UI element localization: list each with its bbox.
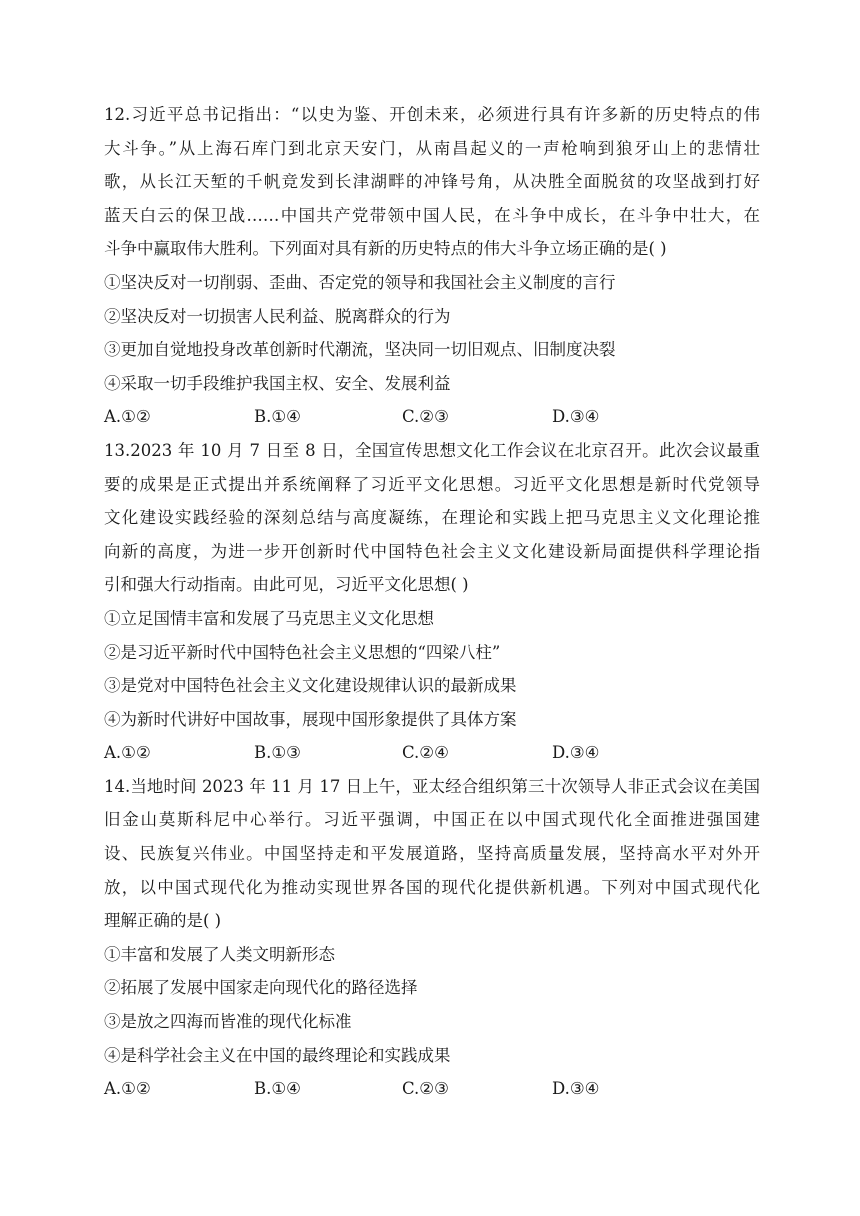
question-stem-line: 文化建设实践经验的深刻总结与高度凝练，在理论和实践上把马克思主义文化理论推 — [104, 508, 760, 528]
statement-option: ③是放之四海而皆准的现代化标准 — [104, 1012, 352, 1032]
statement-option: ④采取一切手段维护我国主权、安全、发展利益 — [104, 373, 451, 393]
statement-option: ①丰富和发展了人类文明新形态 — [104, 944, 335, 964]
answer-choice-a: A.①② — [104, 407, 151, 427]
statement-option: ②坚决反对一切损害人民利益、脱离群众的行为 — [104, 306, 451, 326]
question-stem-line: 引和强大行动指南。由此可见，习近平文化思想( ) — [104, 575, 469, 595]
statement-option: ②拓展了发展中国家走向现代化的路径选择 — [104, 978, 418, 998]
question-list — [104, 98, 760, 1106]
question-stem-line: 大斗争。”从上海石库门到北京天安门，从南昌起义的一声枪响到狼牙山上的悲情壮 — [104, 138, 760, 158]
question-stem-line: 斗争中赢取伟大胜利。下列面对具有新的历史特点的伟大斗争立场正确的是( ) — [104, 239, 667, 259]
question-stem-line: 12.习近平总书记指出：“以史为鉴、开创未来，必须进行具有许多新的历史特点的伟 — [104, 105, 760, 124]
answer-choice-b: B.①④ — [254, 1079, 301, 1099]
statement-option: ①坚决反对一切削弱、歪曲、否定党的领导和我国社会主义制度的言行 — [104, 272, 616, 292]
question-stem-line: 理解正确的是( ) — [104, 911, 222, 931]
question-stem-line: 设、民族复兴伟业。中国坚持走和平发展道路，坚持高质量发展，坚持高水平对外开 — [104, 844, 760, 864]
question-stem-line: 歌，从长江天堑的千帆竞发到长津湖畔的冲锋号角，从决胜全面脱贫的攻坚战到打好 — [104, 172, 760, 192]
statement-option: ③更加自觉地投身改革创新时代潮流，坚决同一切旧观点、旧制度决裂 — [104, 340, 616, 360]
statement-option: ②是习近平新时代中国特色社会主义思想的“四梁八柱” — [104, 642, 501, 662]
answer-choice-d: D.③④ — [552, 1079, 600, 1099]
answer-choice-c: C.②③ — [402, 407, 449, 427]
question-stem-line: 旧金山莫斯科尼中心举行。习近平强调，中国正在以中国式现代化全面推进强国建 — [104, 810, 760, 830]
answer-choice-a: A.①② — [104, 1079, 151, 1099]
answer-choices — [104, 400, 760, 434]
answer-choice-c: C.②④ — [402, 743, 449, 763]
question-14 — [104, 770, 760, 1106]
question-12 — [104, 98, 760, 434]
question-stem-line: 放，以中国式现代化为推动实现世界各国的现代化提供新机遇。下列对中国式现代化 — [104, 877, 760, 897]
question-stem-line: 向新的高度，为进一步开创新时代中国特色社会主义文化建设新局面提供科学理论指 — [104, 541, 760, 561]
answer-choice-a: A.①② — [104, 743, 151, 763]
question-stem-line: 要的成果是正式提出并系统阐释了习近平文化思想。习近平文化思想是新时代党领导 — [104, 474, 760, 494]
answer-choices — [104, 736, 760, 770]
question-stem-line: 13.2023 年 10 月 7 日至 8 日，全国宣传思想文化工作会议在北京召开。此次会议最重 — [104, 440, 760, 460]
answer-choices — [104, 1072, 760, 1106]
question-13 — [104, 434, 760, 770]
statement-option: ①立足国情丰富和发展了马克思主义文化思想 — [104, 608, 434, 628]
statement-option: ③是党对中国特色社会主义文化建设规律认识的最新成果 — [104, 676, 517, 696]
question-stem-line: 蓝天白云的保卫战……中国共产党带领中国人民，在斗争中成长，在斗争中壮大，在 — [104, 205, 760, 225]
answer-choice-b: B.①③ — [254, 743, 301, 763]
answer-choice-d: D.③④ — [552, 407, 600, 427]
statement-option: ④为新时代讲好中国故事，展现中国形象提供了具体方案 — [104, 709, 517, 729]
statement-option: ④是科学社会主义在中国的最终理论和实践成果 — [104, 1045, 451, 1065]
answer-choice-d: D.③④ — [552, 743, 600, 763]
answer-choice-b: B.①④ — [254, 407, 301, 427]
question-stem-line: 14.当地时间 2023 年 11 月 17 日上午，亚太经合组织第三十次领导人非正式会议在美国 — [104, 776, 760, 796]
answer-choice-c: C.②③ — [402, 1079, 449, 1099]
